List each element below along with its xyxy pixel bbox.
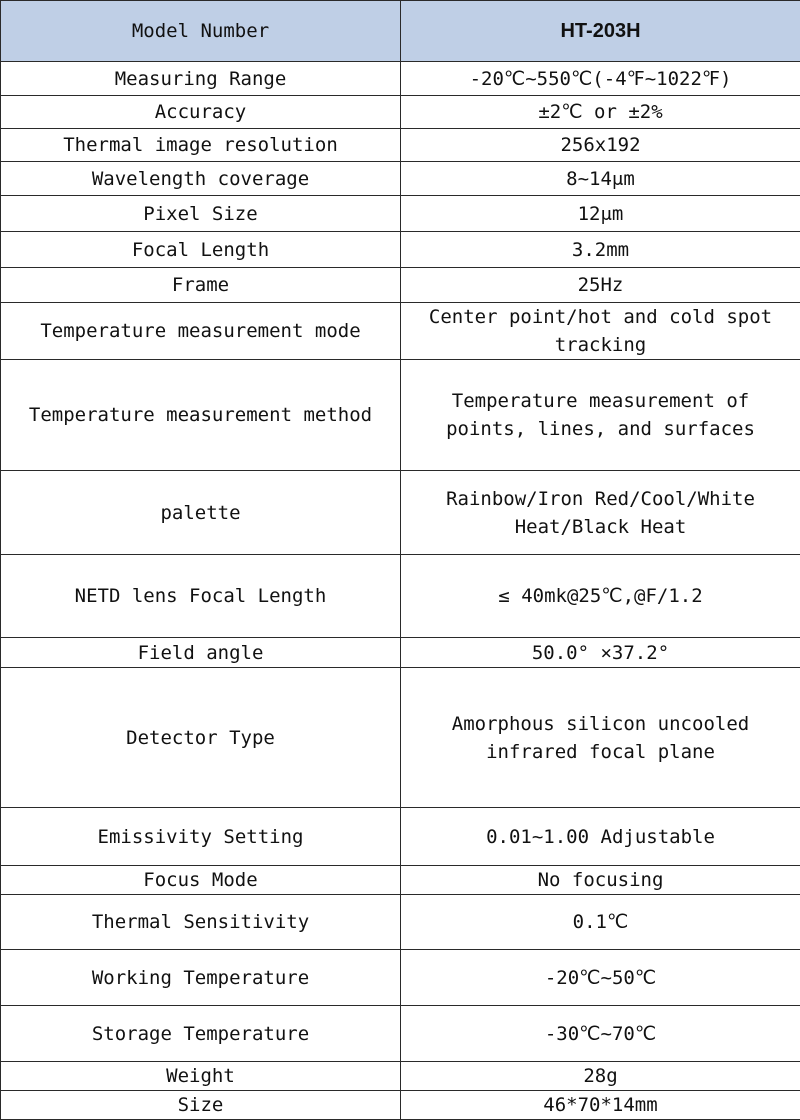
spec-table-body xyxy=(1,1,800,1120)
spec-row-emissivity-setting xyxy=(1,808,800,866)
spec-value: 50.0° ×37.2° xyxy=(401,638,800,668)
spec-row-field-angle xyxy=(1,638,800,668)
spec-value: 3.2mm xyxy=(401,232,800,268)
spec-label: Wavelength coverage xyxy=(1,162,401,196)
spec-row-detector-type xyxy=(1,668,800,808)
spec-label: Measuring Range xyxy=(1,62,401,96)
spec-label: Emissivity Setting xyxy=(1,808,401,866)
spec-label: Temperature measurement method xyxy=(1,360,401,471)
spec-label: NETD lens Focal Length xyxy=(1,555,401,638)
spec-row-netd-lens-focal-length xyxy=(1,555,800,638)
spec-label: Detector Type xyxy=(1,668,401,808)
spec-value: Rainbow/Iron Red/Cool/White Heat/Black Heat xyxy=(401,471,800,555)
spec-value: Amorphous silicon uncooled infrared focal plane xyxy=(401,668,800,808)
spec-header-row xyxy=(1,1,800,62)
spec-label: Focal Length xyxy=(1,232,401,268)
spec-label: Weight xyxy=(1,1062,401,1091)
spec-row-focus-mode xyxy=(1,866,800,895)
spec-value: 8~14μm xyxy=(401,162,800,196)
spec-row-storage-temperature xyxy=(1,1006,800,1062)
spec-label: Frame xyxy=(1,268,401,303)
spec-row-thermal-sensitivity xyxy=(1,895,800,950)
model-number-label: Model Number xyxy=(1,1,401,62)
spec-row-weight xyxy=(1,1062,800,1091)
spec-row-frame xyxy=(1,268,800,303)
spec-value: 256x192 xyxy=(401,129,800,162)
spec-row-size xyxy=(1,1091,800,1120)
spec-row-temperature-measurement-mode xyxy=(1,303,800,360)
spec-label: palette xyxy=(1,471,401,555)
spec-value: ≤ 40mk@25℃,@F/1.2 xyxy=(401,555,800,638)
spec-row-working-temperature xyxy=(1,950,800,1006)
spec-value: 12μm xyxy=(401,196,800,232)
spec-label: Pixel Size xyxy=(1,196,401,232)
spec-value: -30℃~70℃ xyxy=(401,1006,800,1062)
spec-label: Storage Temperature xyxy=(1,1006,401,1062)
spec-label: Accuracy xyxy=(1,96,401,129)
spec-value: Temperature measurement of points, lines, and surfaces xyxy=(401,360,800,471)
spec-value: 46*70*14mm xyxy=(401,1091,800,1120)
spec-label: Focus Mode xyxy=(1,866,401,895)
spec-label: Size xyxy=(1,1091,401,1120)
spec-row-focal-length xyxy=(1,232,800,268)
spec-row-accuracy xyxy=(1,96,800,129)
spec-label: Field angle xyxy=(1,638,401,668)
spec-value: 28g xyxy=(401,1062,800,1091)
spec-label: Temperature measurement mode xyxy=(1,303,401,360)
spec-value: ±2℃ or ±2% xyxy=(401,96,800,129)
spec-value: Center point/hot and cold spot tracking xyxy=(401,303,800,360)
spec-value: -20℃~50℃ xyxy=(401,950,800,1006)
spec-value: No focusing xyxy=(401,866,800,895)
spec-value: 0.1℃ xyxy=(401,895,800,950)
spec-row-measuring-range xyxy=(1,62,800,96)
model-number-value: HT-203H xyxy=(401,1,800,62)
spec-row-temperature-measurement-method xyxy=(1,360,800,471)
spec-value: 25Hz xyxy=(401,268,800,303)
spec-row-wavelength-coverage xyxy=(1,162,800,196)
spec-label: Thermal Sensitivity xyxy=(1,895,401,950)
spec-row-thermal-image-resolution xyxy=(1,129,800,162)
spec-value: 0.01~1.00 Adjustable xyxy=(401,808,800,866)
spec-row-palette xyxy=(1,471,800,555)
spec-label: Working Temperature xyxy=(1,950,401,1006)
spec-row-pixel-size xyxy=(1,196,800,232)
spec-label: Thermal image resolution xyxy=(1,129,401,162)
spec-value: -20℃~550℃(-4℉~1022℉) xyxy=(401,62,800,96)
